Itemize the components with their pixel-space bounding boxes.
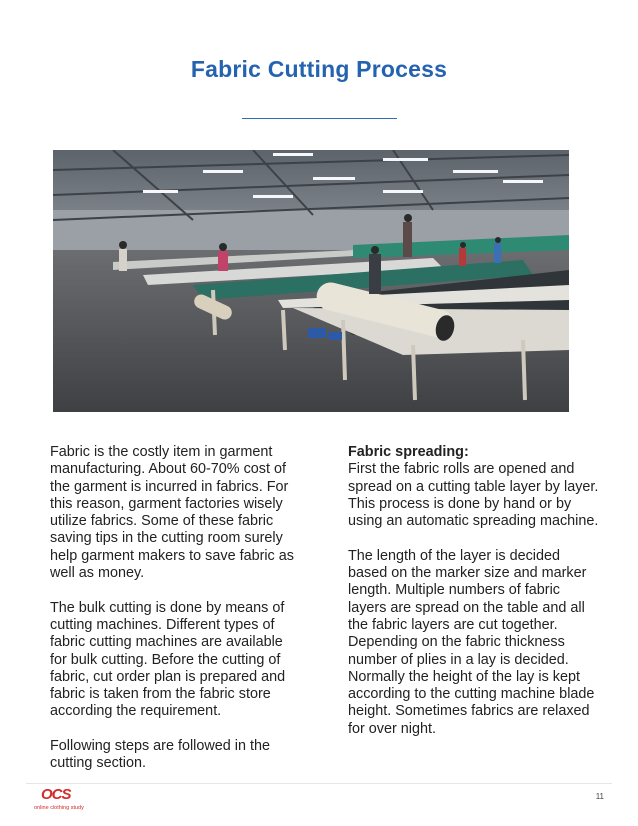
right-column: [348, 444, 602, 755]
ocs-logo: [34, 786, 94, 816]
footer-divider: [26, 783, 612, 784]
paragraph: Following steps are followed in the cutting section.: [50, 738, 270, 772]
left-column: [50, 444, 302, 790]
paragraph: The length of the layer is decided based on the marker size and marker length. Multiple numbers of fabric layers are spread on the table and all the fabric layers are cut together. Depending on the fabric thickness number of plies in a lay is decided. Normally the height of the lay is kept according to the cutting machine blade height. Sometimes fabrics are relaxed for over night.: [348, 547, 595, 737]
paragraph-text: First the fabric rolls are opened and spread on a cutting table layer by layer. This process is done by hand or by using an automatic spreading machine.: [348, 461, 599, 530]
page-number: 11: [595, 792, 604, 801]
logo-tagline: online clothing study: [34, 805, 84, 811]
paragraph: Fabric is the costly item in garment manufacturing. About 60-70% cost of the garment is incurred in fabrics. For this reason, garment factories wisely utilize fabrics. Some of these fabric saving tips in the cutting room surely help garment makers to save fabric as well as money.: [50, 444, 294, 582]
cutting-room-photo: [53, 150, 569, 412]
section-heading: Fabric spreading:: [348, 444, 469, 460]
paragraph: The bulk cutting is done by means of cutting machines. Different types of fabric cutting machines are available for bulk cutting. Before the cutting of fabric, cut order plan is prepared and fabric is taken from the fabric store according the requirement.: [50, 599, 286, 720]
logo-mark: OCS: [41, 786, 71, 803]
title-underline: [242, 118, 397, 119]
page-title: Fabric Cutting Process: [190, 56, 448, 82]
paragraph: [348, 444, 602, 530]
